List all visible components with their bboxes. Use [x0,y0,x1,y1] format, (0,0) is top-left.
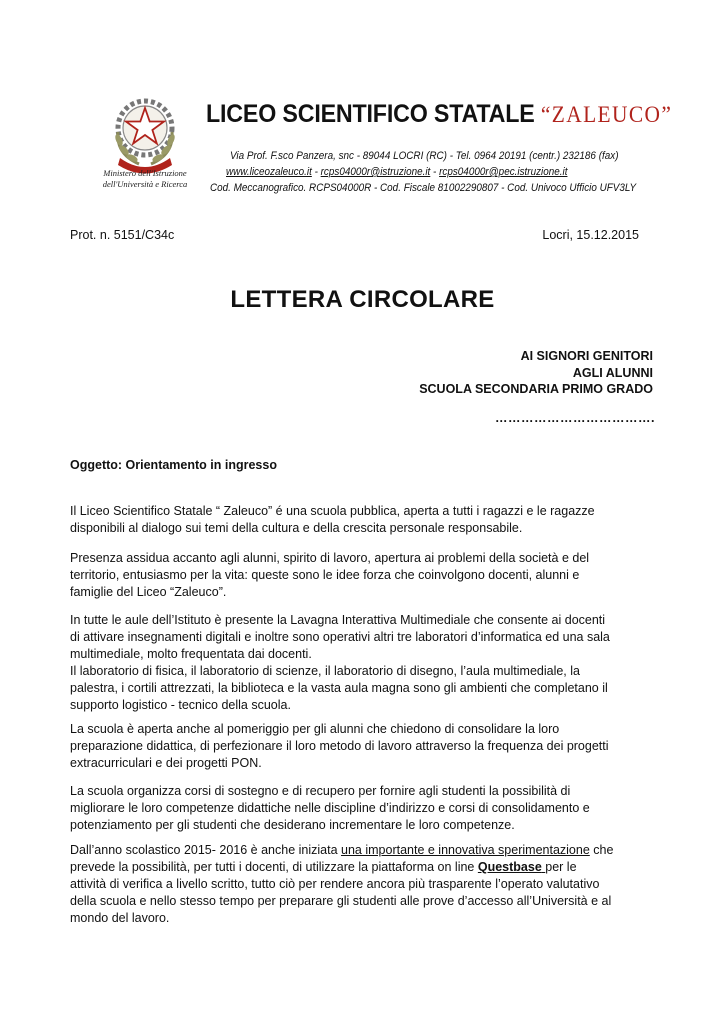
paragraph-line: preparazione didattica, di perfezionare il loro metodo di lavoro attraverso la frequenza dei progetti [70,739,609,753]
ministry-line-2: dell'Università e Ricerca [102,179,188,189]
email-link[interactable]: rcps04000r@istruzione.it [320,166,431,178]
paragraph-line: mondo del lavoro. [70,911,170,925]
paragraph-line: Il laboratorio di fisica, il laboratorio di scienze, il laboratorio di disegno, l’aula multimediale, la [70,664,580,678]
paragraph [70,612,660,714]
paragraph-line: Presenza assidua accanto agli alunni, spirito di lavoro, apertura ai problemi della società e del [70,551,590,565]
separator: - [430,166,440,178]
paragraph-line: extracurriculari e dei progetti PON. [70,756,262,770]
recipient-blank-line: ………………………………. [495,411,655,425]
paragraph-line: La scuola è aperta anche al pomeriggio per gli alunni che chiedono di consolidare la loro [70,722,560,736]
website-link[interactable]: www.liceozaleuco.it [226,166,312,178]
recipients-block [419,348,653,398]
school-name [206,100,672,129]
paragraph-line: migliorare le loro competenze didattiche nelle discipline d’indirizzo e corsi di consolidamento e [70,801,590,815]
recipient-line: AGLI ALUNNI [572,365,653,380]
paragraph-line: di attivare insegnamenti digitali e inoltre sono operativi altri tre laboratori d’informatica ed una sala [70,630,610,644]
paragraph-line [70,859,660,876]
text-run: Dall’anno scolastico 2015- 2016 è anche iniziata [70,843,342,857]
paragraph-line: disponibili al dialogo sui temi della cultura e della crescita personale responsabile. [70,521,523,535]
paragraph-line: potenziamento per gli studenti che desiderano incrementare le loro competenze. [70,818,515,832]
text-run: prevede la possibilità, per tutti i docenti, di utilizzare la piattaforma on line [70,860,478,874]
paragraph-line: La scuola organizza corsi di sostegno e di recupero per fornire agli studenti la possibilità di [70,784,571,798]
letter-subject: Oggetto: Orientamento in ingresso [70,458,277,472]
ministry-line-1: Ministero dell'Istruzione [103,168,187,178]
paragraph-line: palestra, i cortili attrezzati, la biblioteca e la vasta aula magna sono gli ambienti che completano il [70,681,608,695]
text-run: per le [545,860,577,874]
underlined-text: una importante e innovativa sperimentazione [341,843,590,857]
ministry-caption [84,168,206,190]
pec-email-link[interactable]: rcps04000r@pec.istruzione.it [439,166,568,178]
school-contacts [226,166,567,178]
paragraph-line: della scuola e nello stesso tempo per preparare gli studenti alle prove d’accesso all’Università e al [70,894,612,908]
paragraph [70,721,660,772]
protocol-number: Prot. n. 5151/C34c [70,228,175,242]
paragraph [70,842,660,927]
paragraph-line [70,842,660,859]
paragraph-line: multimediale, molto frequentata dai docenti. [70,647,312,661]
recipient-line: AI SIGNORI GENITORI [520,349,653,363]
questbase-bold-text: Questbase [477,860,542,874]
paragraph [70,783,660,834]
letter-title: LETTERA CIRCOLARE [230,286,495,313]
letter-date: Locri, 15.12.2015 [542,228,639,242]
recipient-line: SCUOLA SECONDARIA PRIMO GRADO [419,382,653,396]
paragraph [70,550,660,601]
separator: - [311,166,321,178]
paragraph-line: territorio, entusiasmo per la vita: queste sono le idee forza che coinvolgono docenti, alunni e [70,568,580,582]
school-address: Via Prof. F.sco Panzera, snc - 89044 LOCRI (RC) - Tel. 0964 20191 (centr.) 232186 (fax) [230,150,619,162]
paragraph-line: famiglie del Liceo “Zaleuco”. [70,585,227,599]
paragraph-line: attività di verifica a livello scritto, tutto ciò per rendere ancora più trasparente l’operato valutativo [70,877,600,891]
paragraph [70,503,660,537]
school-codes: Cod. Meccanografico. RCPS04000R - Cod. Fiscale 81002290807 - Cod. Univoco Ufficio UFV3LY [210,182,637,194]
school-name-main: LICEO SCIENTIFICO STATALE [206,100,535,128]
text-run: che [589,843,614,857]
paragraph-line: Il Liceo Scientifico Statale “ Zaleuco” é una scuola pubblica, aperta a tutti i ragazzi e le ragazze [70,504,595,518]
school-name-quoted: “ZALEUCO” [540,102,673,127]
paragraph-line: In tutte le aule dell’Istituto è presente la Lavagna Interattiva Multimediale che consente ai docenti [70,613,606,627]
italian-republic-emblem-icon [106,92,184,174]
paragraph-line: supporto logistico - tecnico della scuola. [70,698,291,712]
